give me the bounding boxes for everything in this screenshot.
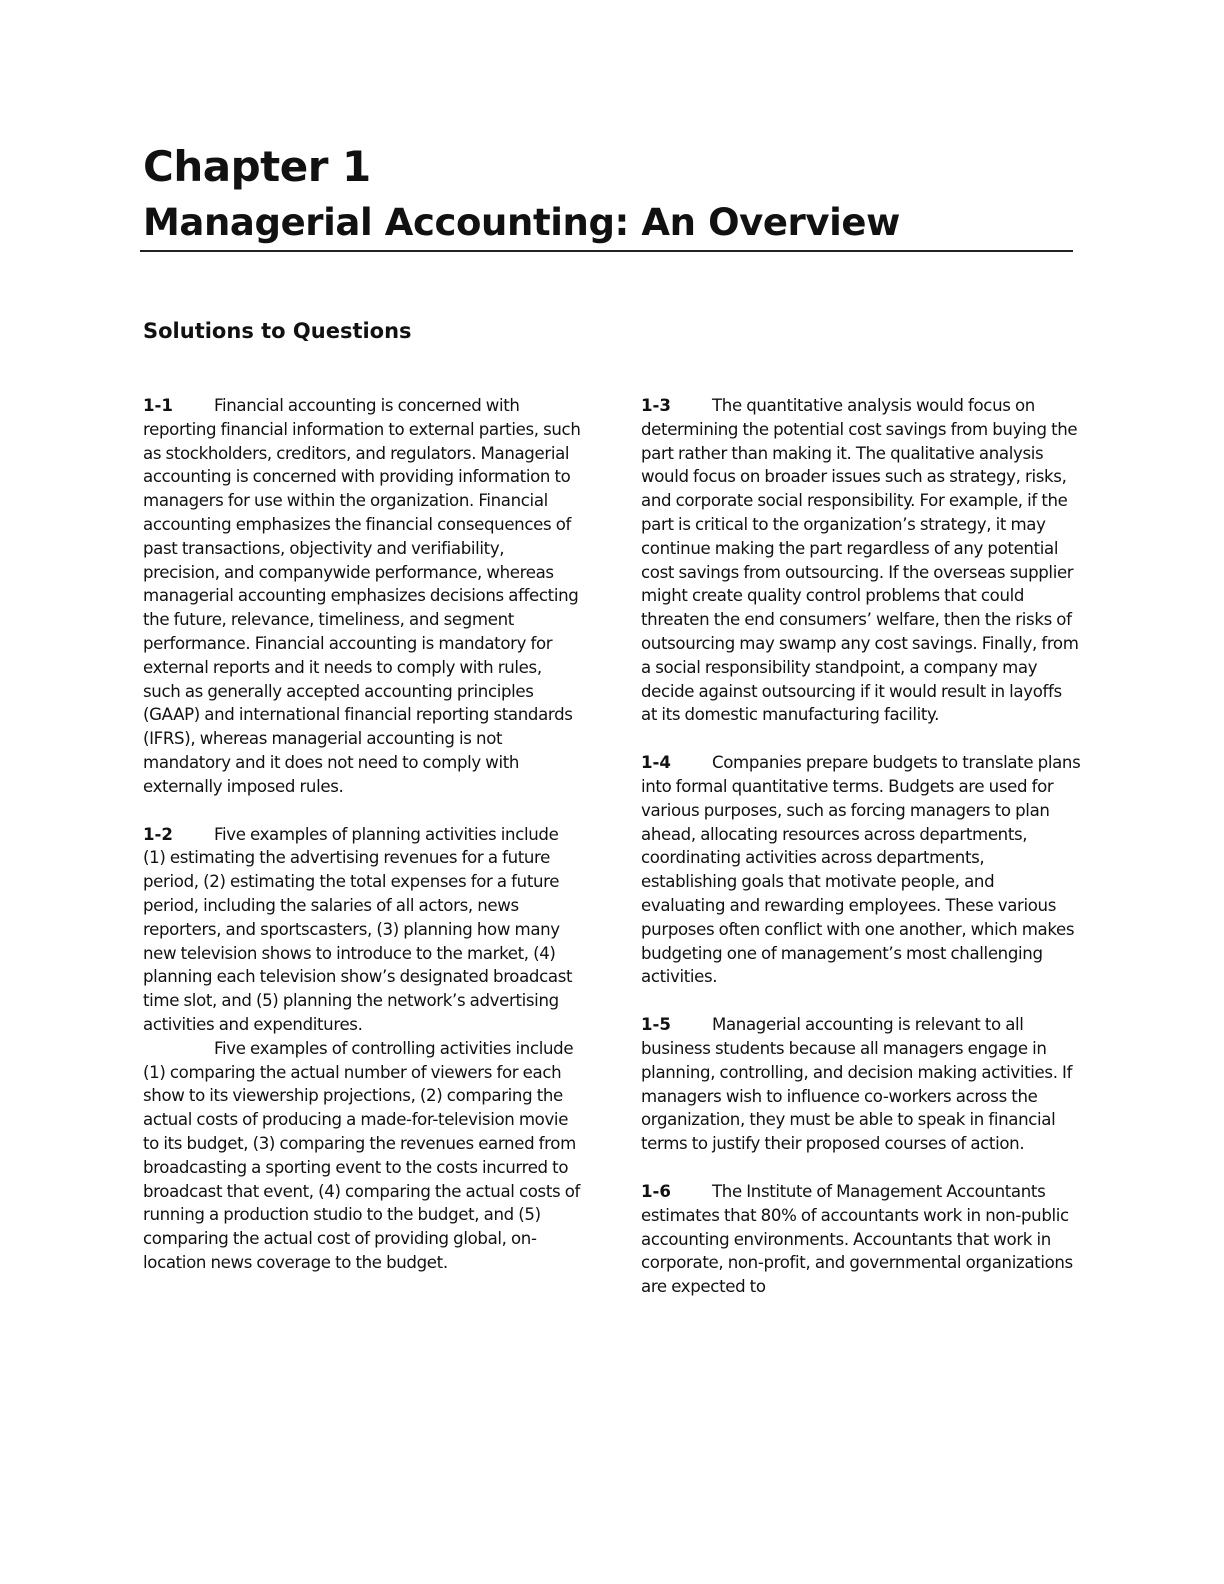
answer-text: The quantitative analysis would focus on determining the potential cost savings from buying the part rather than making it. The qualitative analysis would focus on broader issues such as strategy, risks, and corporate social responsibility. For example, if the part is critical to the organization’s strategy, it may continue making the part regardless of any potential cost savings from outsourcing. If the overseas supplier might create quality control problems that could threaten the end consumers’ welfare, then the risks of outsourcing may swamp any cost savings. Finally, from a social responsibility standpoint, a company may decide against outsourcing if it would result in layoffs at its domestic manufacturing facility. [641,396,1079,725]
question-number: 1-4 [641,753,671,773]
question-number: 1-2 [143,824,173,844]
answer-paragraph [143,823,583,1037]
right-column [641,394,1081,1323]
question-answer-1-1 [143,394,583,799]
question-answer-1-2 [143,823,583,1275]
question-number: 1-6 [641,1181,671,1201]
answer-paragraph [641,1013,1081,1156]
question-answer-1-5 [641,1013,1081,1156]
answer-paragraph [641,1180,1081,1299]
answer-text: The Institute of Management Accountants estimates that 80% of accountants work in non-public accounting environments. Accountants that work in corporate, non-profit, and governmental organizations are expected to [641,1181,1073,1297]
answer-text: Financial accounting is concerned with reporting financial information to external parties, such as stockholders, creditors, and regulators. Managerial accounting is concerned with providing information to managers for use within the organization. Financial accounting emphasizes the financial consequences of past transactions, objectivity and verifiability, precision, and companywide performance, whereas managerial accounting emphasizes decisions affecting the future, relevance, timeliness, and segment performance. Financial accounting is mandatory for external reports and it needs to comply with rules, such as generally accepted accounting principles (GAAP) and international financial reporting standards (IFRS), whereas managerial accounting is not mandatory and it does not need to comply with externally imposed rules. [143,396,581,796]
chapter-title: Managerial Accounting: An Overview [143,201,900,244]
question-number: 1-3 [641,396,671,415]
question-number: 1-1 [143,396,173,415]
answer-paragraph-continued: Five examples of controlling activities include (1) comparing the actual number of viewers for each show to its viewership projections, (2) comparing the actual costs of producing a made-for-television movie to its budget, (3) comparing the revenues earned from broadcasting a sporting event to the costs incurred to broadcast that event, (4) comparing the actual costs of running a production studio to the budget, and (5) comparing the actual cost of providing global, on-location news coverage to the budget. [143,1038,580,1272]
chapter-label: Chapter 1 [143,142,371,191]
question-answer-1-4 [641,751,1081,989]
answer-text: Companies prepare budgets to translate plans into formal quantitative terms. Budgets are used for various purposes, such as forcing managers to plan ahead, allocating resources across departments, coordinating activities across departments, establishing goals that motivate people, and evaluating and rewarding employees. These various purposes often conflict with one another, which makes budgeting one of management’s most challenging activities. [641,753,1081,987]
answer-text: Five examples of planning activities include (1) estimating the advertising revenues for a future period, (2) estimating the total expenses for a future period, including the salaries of all actors, news reporters, and sportscasters, (3) planning how many new television shows to introduce to the market, (4) planning each television show’s designated broadcast time slot, and (5) planning the network’s advertising activities and expenditures. [143,824,573,1034]
left-column [143,394,583,1299]
answer-text: Managerial accounting is relevant to all business students because all managers engage in planning, controlling, and decision making activities. If managers wish to influence co-workers across the organization, they must be able to speak in financial terms to justify their proposed courses of action. [641,1015,1073,1154]
section-heading: Solutions to Questions [143,319,412,343]
question-answer-1-6 [641,1180,1081,1299]
question-number: 1-5 [641,1015,671,1035]
title-divider [140,250,1073,252]
answer-paragraph [641,751,1081,989]
answer-paragraph [641,394,1081,727]
question-answer-1-3 [641,394,1081,727]
answer-paragraph [143,394,583,799]
